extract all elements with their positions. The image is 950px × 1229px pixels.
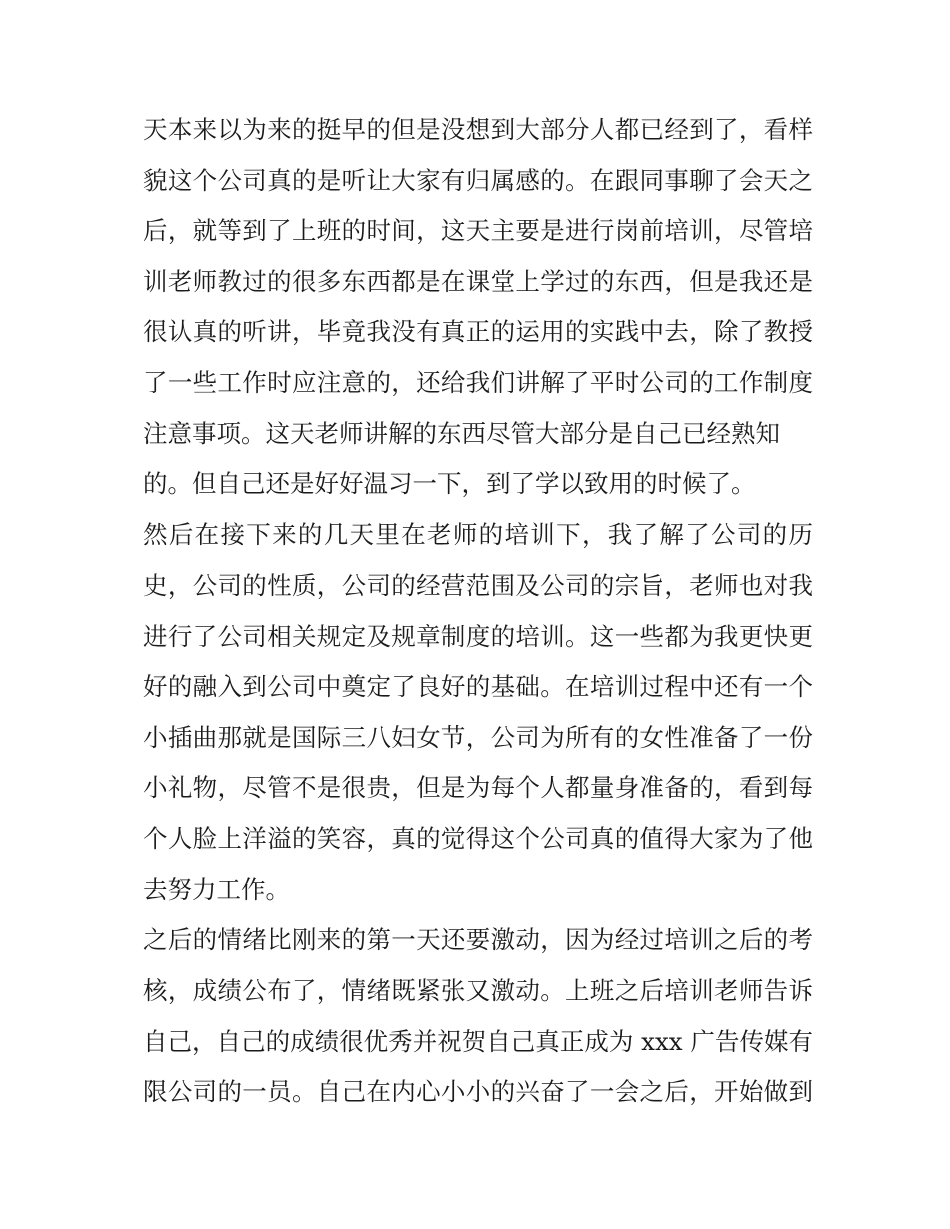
text-line: 后，就等到了上班的时间，这天主要是进行岗前培训，尽管培 (143, 216, 813, 245)
text-line: 的。但自己还是好好温习一下，到了学以致用的时候了。 (143, 469, 756, 498)
text-line: 自己，自己的成绩很优秀并祝贺自己真正成为 xxx 广告传媒有 (143, 1027, 813, 1056)
text-line: 貌这个公司真的是听让大家有归属感的。在跟同事聊了会天之 (143, 166, 813, 195)
text-line: 好的融入到公司中奠定了良好的基础。在培训过程中还有一个 (143, 672, 813, 701)
text-line: 进行了公司相关规定及规章制度的培训。这一些都为我更快更 (143, 622, 813, 651)
text-line: 注意事项。这天老师讲解的东西尽管大部分是自己已经熟知 (143, 419, 780, 448)
text-line: 很认真的听讲，毕竟我没有真正的运用的实践中去，除了教授 (143, 317, 813, 346)
text-line: 天本来以为来的挺早的但是没想到大部分人都已经到了，看样 (143, 115, 813, 144)
text-line: 然后在接下来的几天里在老师的培训下，我了解了公司的历 (143, 520, 813, 549)
text-line: 限公司的一员。自己在内心小小的兴奋了一会之后，开始做到 (143, 1077, 813, 1106)
text-line: 了一些工作时应注意的，还给我们讲解了平时公司的工作制度 (143, 368, 813, 397)
text-line: 训老师教过的很多东西都是在课堂上学过的东西，但是我还是 (143, 267, 813, 296)
text-line: 核，成绩公布了，情绪既紧张又激动。上班之后培训老师告诉 (143, 976, 813, 1005)
text-line: 之后的情绪比刚来的第一天还要激动，因为经过培训之后的考 (143, 925, 813, 954)
text-line: 去努力工作。 (143, 875, 290, 904)
text-line: 小礼物，尽管不是很贵，但是为每个人都量身准备的，看到每 (143, 773, 813, 802)
text-line: 个人脸上洋溢的笑容，真的觉得这个公司真的值得大家为了他 (143, 824, 813, 853)
text-line: 小插曲那就是国际三八妇女节，公司为所有的女性准备了一份 (143, 723, 813, 752)
text-line: 史，公司的性质，公司的经营范围及公司的宗旨，老师也对我 (143, 571, 813, 600)
